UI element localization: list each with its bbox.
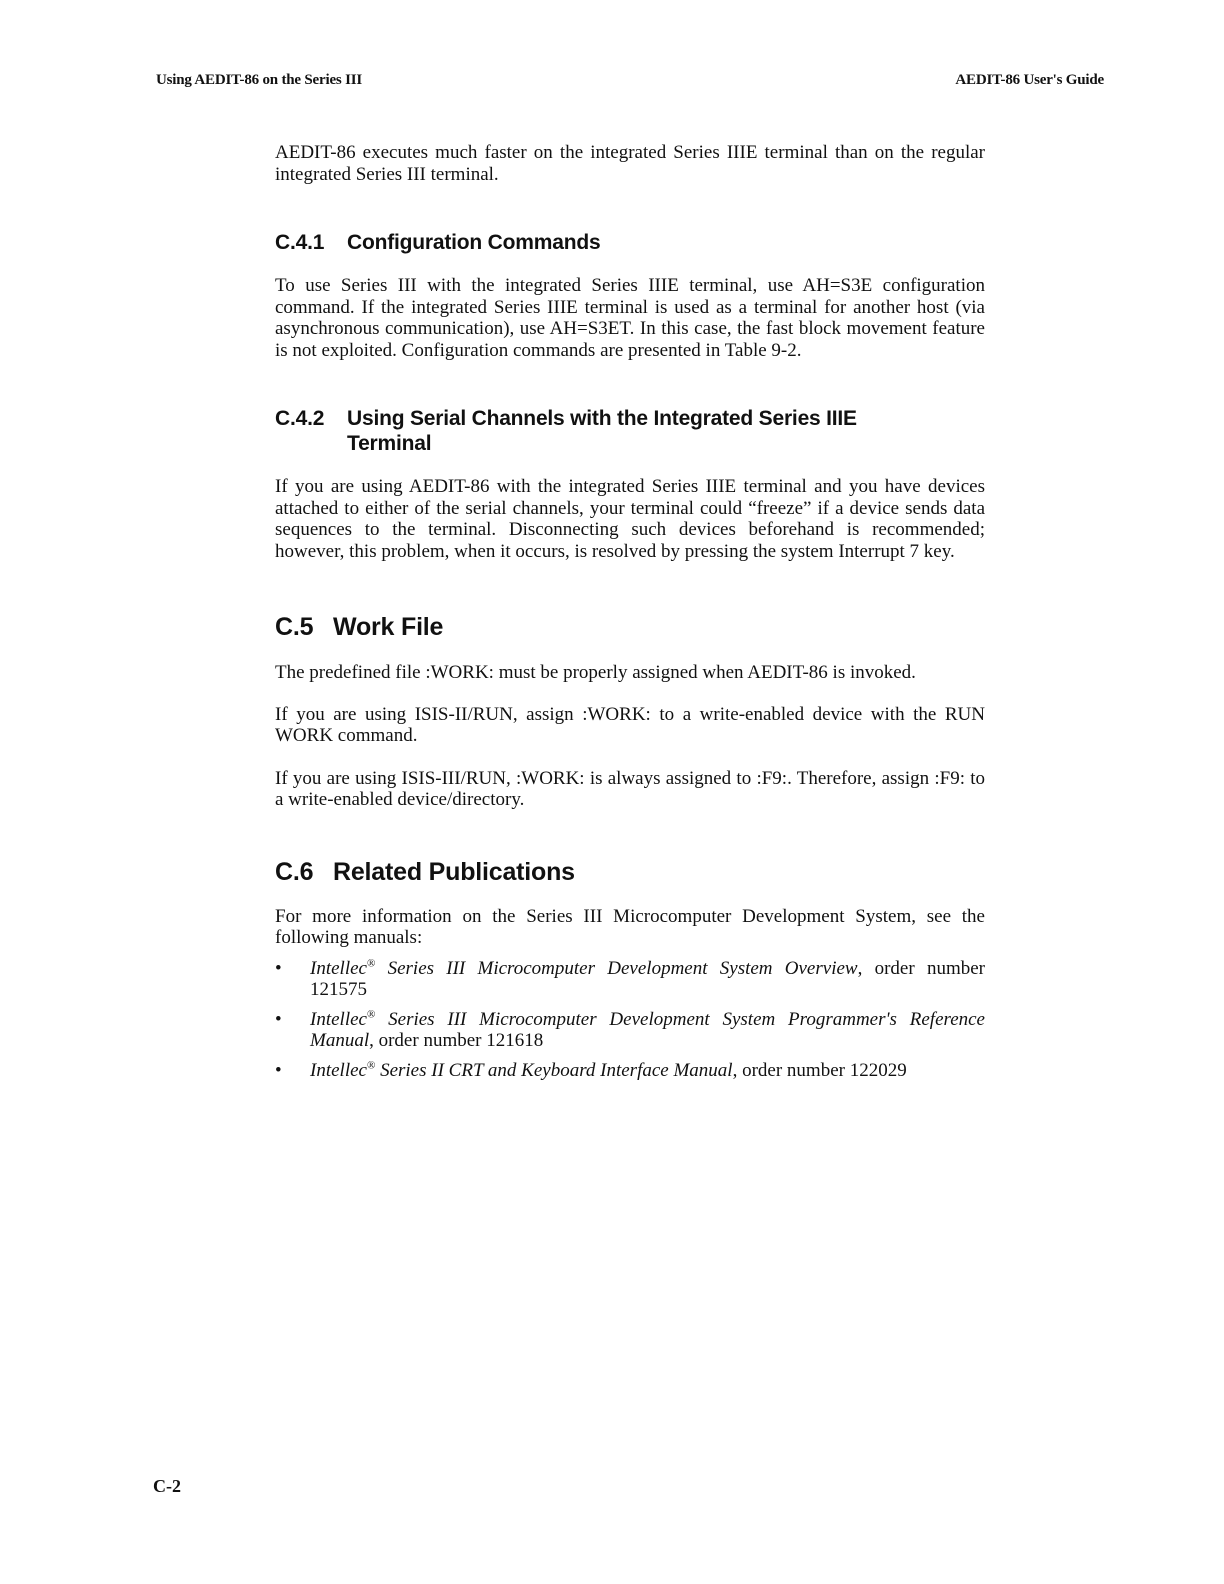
publication-title: Series III Microcomputer Development System Overview bbox=[375, 957, 858, 979]
section-c5-paragraph-1: The predefined file :WORK: must be properly assigned when AEDIT-86 is invoked. bbox=[275, 662, 916, 683]
list-item bbox=[275, 958, 985, 1001]
section-c42-paragraph: If you are using AEDIT-86 with the integrated Series IIIE terminal and you have devices attached to either of the serial channels, your terminal could “freeze” if a device sends data sequences to the terminal. Disconnecting such devices beforehand is recommended; however, this problem, when it occurs, is resolved by pressing the system Interrupt 7 key. bbox=[275, 476, 985, 562]
intro-paragraph: AEDIT-86 executes much faster on the integrated Series IIIE terminal than on the regular integrated Series III terminal. bbox=[275, 142, 985, 185]
bullet-icon: • bbox=[275, 957, 282, 979]
list-item bbox=[275, 1009, 985, 1052]
section-title: Using Serial Channels with the Integrated Series IIIE Terminal bbox=[347, 407, 857, 455]
publication-brand: Intellec bbox=[310, 1059, 367, 1081]
publication-order-number: , order number 121575 bbox=[310, 957, 985, 1000]
section-c41-heading bbox=[275, 230, 985, 255]
publication-order-number: , order number 122029 bbox=[732, 1059, 907, 1081]
bullet-icon: • bbox=[275, 1059, 282, 1081]
page-content bbox=[275, 142, 985, 1081]
section-title: Work File bbox=[333, 613, 444, 641]
page-number: C-2 bbox=[153, 1476, 181, 1496]
publications-list bbox=[275, 958, 985, 1082]
publication-order-number: , order number 121618 bbox=[369, 1030, 544, 1051]
section-c6-paragraph: For more information on the Series III Microcomputer Development System, see the following manuals: bbox=[275, 905, 985, 948]
list-item bbox=[275, 1060, 985, 1082]
publication-brand: Intellec bbox=[310, 957, 367, 979]
section-c5-heading bbox=[275, 612, 985, 642]
publication-title: Series III Microcomputer Development System Programmer's Reference Manual bbox=[310, 1008, 985, 1051]
section-number: C.4.2 bbox=[275, 407, 325, 430]
section-number: C.4.1 bbox=[275, 231, 325, 254]
section-c5-paragraph-2: If you are using ISIS-II/RUN, assign :WORK: to a write-enabled device with the RUN WORK command. bbox=[275, 703, 985, 746]
publication-brand: Intellec bbox=[310, 1008, 367, 1030]
section-c42-heading bbox=[275, 406, 985, 456]
section-title: Related Publications bbox=[333, 857, 575, 886]
registered-mark: ® bbox=[366, 957, 376, 970]
publication-title: Series II CRT and Keyboard Interface Manual bbox=[375, 1059, 733, 1081]
running-head-left: Using AEDIT-86 on the Series III bbox=[156, 72, 363, 88]
registered-mark: ® bbox=[366, 1059, 376, 1072]
section-c5-paragraph-3: If you are using ISIS-III/RUN, :WORK: is always assigned to :F9:. Therefore, assign :F9: to a write-enabled device/directory. bbox=[275, 767, 985, 810]
section-title: Configuration Commands bbox=[347, 231, 601, 254]
section-c41-paragraph: To use Series III with the integrated Series IIIE terminal, use AH=S3E configuration command. If the integrated Series IIIE terminal is used as a terminal for another host (via asynchronous communication), use AH=S3ET. In this case, the fast block movement feature is not exploited. Configuration commands are presented in Table 9-2. bbox=[275, 275, 985, 361]
section-number: C.5 bbox=[275, 613, 314, 641]
section-c6-heading bbox=[275, 857, 985, 887]
registered-mark: ® bbox=[366, 1008, 376, 1021]
bullet-icon: • bbox=[275, 1008, 282, 1030]
running-head-right: AEDIT-86 User's Guide bbox=[955, 72, 1104, 88]
section-number: C.6 bbox=[275, 857, 314, 886]
